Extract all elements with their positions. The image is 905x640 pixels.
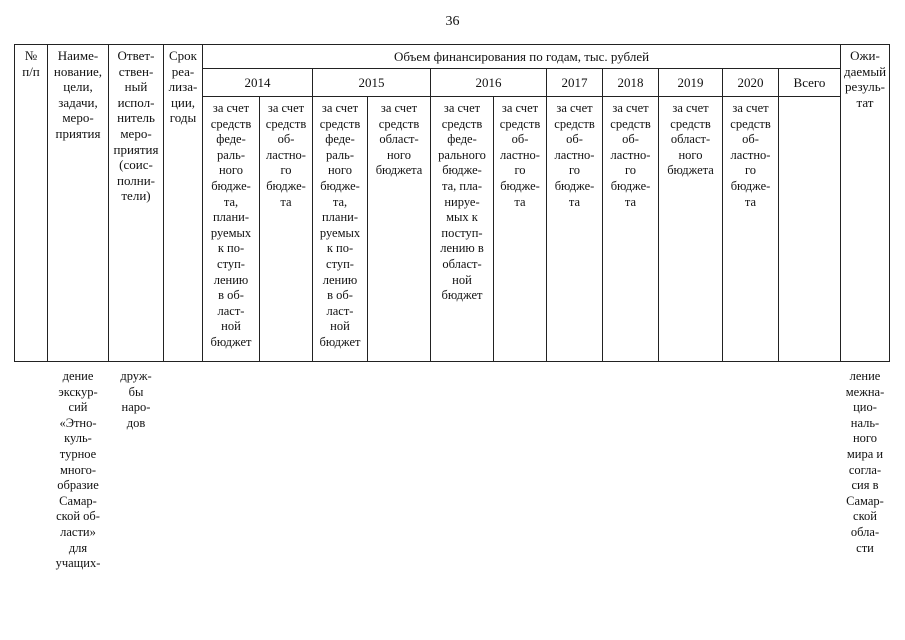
year-total: Всего [793,75,826,90]
subheader-row-top [202,96,840,97]
table-top-border [14,44,890,45]
page-number: 36 [445,14,460,29]
body-responsible-continuation: друж- бы наро- дов [120,369,152,430]
subheader-2020: за счет средств об- ластно- го бюдже- та [730,101,771,209]
header-responsible: Ответ- ствен- ный испол- нитель меро- приятия (соис- полни- тели) [113,48,159,204]
table-right-border [889,44,890,362]
years-row-top [202,68,840,69]
subheader-2018: за счет средств об- ластно- го бюдже- та [610,101,651,209]
header-result: Ожи- даемый резуль- тат [843,48,887,110]
header-bottom-border [14,361,890,362]
body-name-continuation: дение экскур- сий «Этно- куль- турное много- образие Самар- ской об- ласти» для учащих- [55,369,101,571]
subheader-2019: за счет средств област- ного бюджета [667,101,714,178]
header-num: № п/п [22,48,40,79]
year-2017: 2017 [561,75,588,90]
header-term: Срок реа- лиза- ции, годы [168,48,198,126]
table-left-border [14,44,15,362]
year-2014: 2014 [244,75,271,90]
year-2020: 2020 [737,75,764,90]
col-sep-2020 [778,68,779,362]
subheader-2016-federal: за счет средств феде- рального бюдже- та, пла- нируе- мых к поступ- лению в област- ной бюджет [438,101,486,303]
subheader-2015-federal: за счет средств феде- раль- ного бюдже- та, плани- руемых к по- ступ- лению в об- ласт- ной бюджет [319,101,361,349]
subheader-2016-regional: за счет средств об- ластно- го бюдже- та [499,101,541,209]
subheader-2017: за счет средств об- ластно- го бюдже- та [554,101,595,209]
header-name: Наиме- нование, цели, задачи, меро- приятия [53,48,103,141]
year-2018: 2018 [617,75,644,90]
subheader-2014-federal: за счет средств феде- раль- ного бюдже- та, плани- руемых к по- ступ- лению в об- ласт- ной бюджет [210,101,252,349]
subheader-2015-regional: за счет средств област- ного бюджета [375,101,423,178]
year-2015: 2015 [358,75,385,90]
year-2016: 2016 [475,75,502,90]
year-2019: 2019 [677,75,704,90]
subheader-2014-regional: за счет средств об- ластно- го бюдже- та [265,101,307,209]
body-result-continuation: ление межна- цио- наль- ного мира и согла- сия в Самар- ской обла- сти [845,369,885,555]
header-financing: Объем финансирования по годам, тыс. рублей [393,49,650,64]
